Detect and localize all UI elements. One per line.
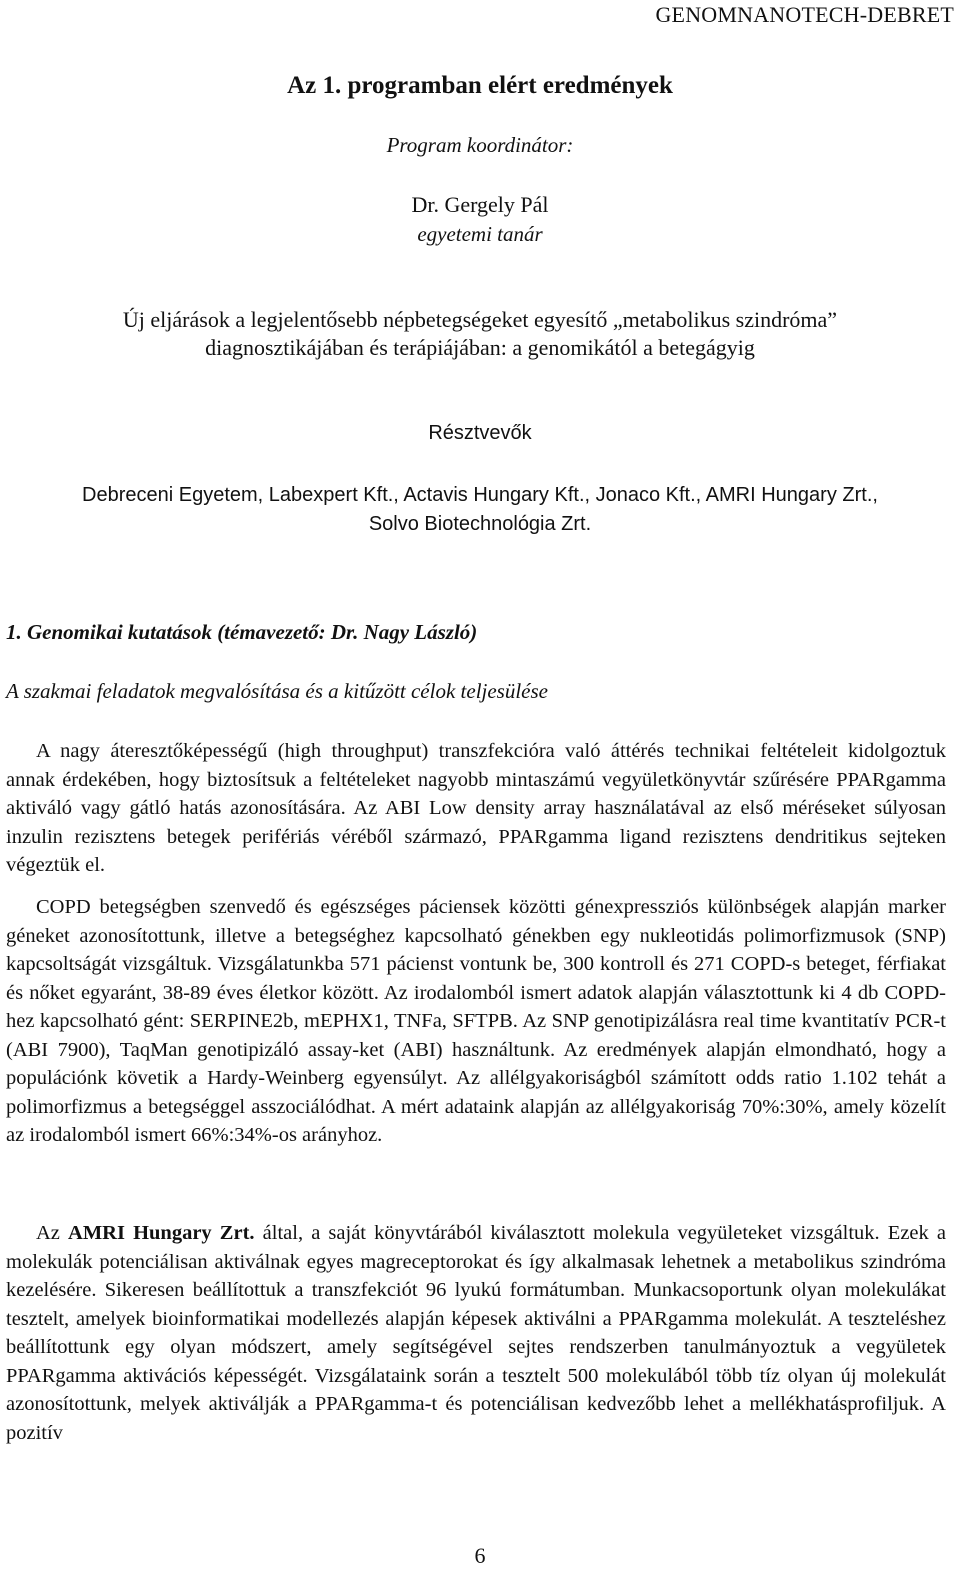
program-title [0, 306, 960, 362]
coordinator-name: Dr. Gergely Pál [411, 192, 549, 217]
program-title-line-2: diagnosztikájában és terápiájában: a genomikától a betegágyig [205, 335, 755, 360]
page-title: Az 1. programban elért eredmények [287, 72, 673, 99]
running-header: GENOMNANOTECH-DEBRET [655, 2, 954, 27]
paragraph-2: COPD betegségben szenvedő és egészséges páciensek közötti génexpressziós különbségek alapján marker géneket azonosítottunk, illetve a betegséghez kapcsolható génekben egy nukleotidás polimorfizmusok (SNP) kapcsoltságát vizsgáltuk. Vizsgálatunkba 571 pácienst vontunk be, 300 kontroll és 271 COPD-s beteget, férfiakat és nőket egyaránt, 38-89 éves életkor között. Az irodalomból ismert adatok alapján választottunk ki 4 db COPD-hez kapcsolható gént: SERPINE2b, mEPHX1, TNFa, SFTPB. Az SNP genotipizálásra real time kvantitatív PCR-t (ABI 7900), TaqMan genotipizáló assay-ket (ABI) használtunk. Az eredmények alapján elmondható, hogy a populációnk követik a Hardy-Weinberg egyensúlyt. Az allélgyakoriságból számított odds ratio 1.102 tehát a polimorfizmus a betegséggel asszociálódhat. A mért adataink alapján az allélgyakoriság 70%:30%, amely közelít az irodalomból ismert 66%:34%-os arányhoz. [6, 896, 946, 1146]
participants-line-1: Debreceni Egyetem, Labexpert Kft., Actavis Hungary Kft., Jonaco Kft., AMRI Hungary Zrt., [82, 484, 878, 506]
page-number: 6 [474, 1543, 486, 1568]
section-title: 1. Genomikai kutatások (témavezető: Dr. Nagy László) [6, 620, 478, 644]
participants-line-2: Solvo Biotechnológia Zrt. [368, 513, 592, 535]
coordinator-role: egyetemi tanár [417, 222, 543, 246]
paragraph-1: A nagy áteresztőképességű (high throughput) transzfekcióra való áttérés technikai feltételeit kidolgoztuk annak érdekében, hogy biztosítsuk a feltételeket nagyobb mintaszámú vegyületkönyvtár szűrésére PPARgamma aktiváló vagy gátló hatás azonosítására. Az ABI Low density array használatával az első méréseket súlyosan inzulin rezisztens betegek perifériás véréből származó, PPARgamma ligand rezisztens dendritikus sejteken végeztük el. [6, 740, 946, 876]
program-title-line-1: Új eljárások a legjelentősebb népbetegségeket egyesítő „metabolikus szindróma” [122, 307, 838, 332]
section-subtitle: A szakmai feladatok megvalósítása és a kitűzött célok teljesülése [6, 679, 549, 703]
paragraph-3-body: által, a saját könyvtárából kiválasztott molekula vegyületeket vizsgáltuk. Ezek a molekulák potenciálisan aktiválnak egyes magreceptorokat és így alkalmasak lehetnek a metabolikus szindróma kezelésére. Sikeresen beállítottuk a transzfekciót 96 lyukú formátumban. Munkacsoportunk olyan molekulákat tesztelt, amelyek bioinformatikai modellezés alapján képesek aktiválni a PPARgamma molekulát. A teszteléshez beállítottunk egy olyan módszert, amely segítségével sejtes rendszerben tanulmányoztuk a vegyületek PPARgamma aktivációs képességét. Vizsgálataink során a tesztelt 500 molekulából több tíz olyan új molekulát azonosítottunk, melyek aktiválják a PPARgamma-t és potenciálisan kedvezőbb lehet a mellékhatásprofiljuk. A pozitív [6, 1222, 947, 1444]
paragraph-3 [6, 1219, 946, 1447]
coordinator-label: Program koordinátor: [386, 133, 574, 157]
participants-list [0, 481, 960, 539]
company-name-bold: AMRI Hungary Zrt. [68, 1222, 255, 1244]
participants-heading: Résztvevők [428, 422, 532, 444]
paragraph-3-prefix: Az [36, 1222, 69, 1244]
